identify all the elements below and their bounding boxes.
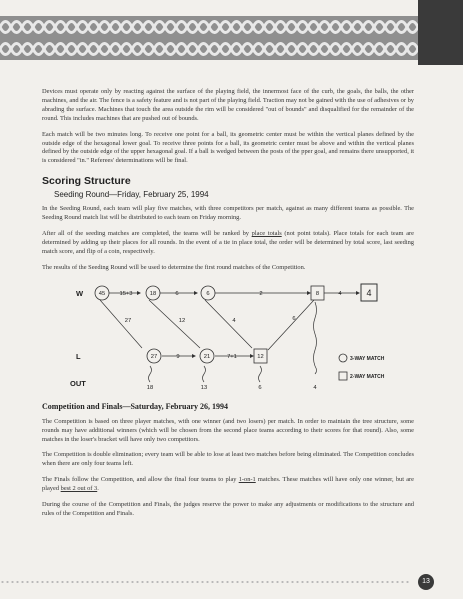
seeding-paragraph-1: In the Seeding Round, each team will play five matches, with three competitors per match, against as many different teams as possible. The Seeding Round match list will be distributed to each team on Friday morning. — [42, 205, 414, 222]
drop-2 — [149, 300, 200, 348]
legend-square-label: 2-WAY MATCH — [350, 373, 385, 380]
drop-3 — [205, 300, 252, 348]
l-node-2-label: 21 — [203, 353, 211, 360]
seeding-round-heading: Seeding Round—Friday, February 25, 1994 — [54, 190, 209, 200]
out-value-1: 18 — [146, 384, 154, 390]
seeding-p2-text-a: After all of the seeding matches are completed, the teams will be ranked by — [42, 230, 252, 238]
one-on-one-underlined: 1-on-1 — [238, 476, 256, 484]
w-arrow-2 — [194, 291, 198, 295]
row-label-out: OUT — [70, 378, 86, 388]
finals-paragraph-2: The Competition is double elimination; every team will be able to lose at least two matches before being eliminated. The Competition concludes when there are only four teams left. — [42, 451, 414, 468]
drop-1 — [100, 300, 142, 348]
out-value-2: 13 — [200, 384, 208, 390]
row-label-l: L — [76, 351, 81, 361]
l-edge-2-label: 7+1 — [227, 353, 237, 360]
drop-label-4: 6 — [292, 315, 296, 322]
seeding-p2-text-b: (not point totals). Place totals for each team are determined by adding up their places for all rounds. In the event of a tie in place total, the order will be determined by total score, last seeding match score, and flip of a coin, respectively. — [42, 230, 414, 255]
w-arrow-4 — [356, 291, 360, 295]
out-value-4: 4 — [313, 384, 317, 390]
drop-label-2: 12 — [178, 317, 186, 324]
l-node-1-label: 27 — [150, 353, 158, 360]
l-arrow-2 — [250, 354, 254, 358]
page-content — [42, 88, 414, 526]
scoring-structure-title: Scoring Structure — [42, 175, 131, 188]
seeding-paragraph-2 — [42, 230, 414, 257]
best-of-three-underlined: best 2 out of 3 — [60, 485, 98, 493]
w-edge-3-label: 2 — [259, 290, 263, 297]
w-node-4-label: 8 — [315, 290, 320, 297]
finals-p3-text-b: matches. These matches will have only one winner, but are played — [42, 476, 415, 493]
l-edge-1-label: 9 — [176, 353, 180, 360]
finals-paragraph-1: The Competition is based on three player matches, with one winner (and two losers) per match. In order to maintain the tree structure, some rounds may have additional winners (which will be chosen from the second place teams according to their scores for that round). Also, some matches in the loser's bracket will have only two competitors. — [42, 417, 414, 443]
seeding-paragraph-3: The results of the Seeding Round will be used to determine the first round matches of the Competition. — [42, 263, 306, 271]
w-arrow-1 — [137, 291, 141, 295]
finals-paragraph-4: During the course of the Competition and Finals, the judges reserve the power to make any adjustments or modifications to the structure and rules of the Competition and Finals. — [42, 501, 414, 517]
drop-label-1: 27 — [124, 317, 132, 324]
footer-dot-rule — [0, 580, 410, 584]
intro-paragraph-1: Devices must operate only by reacting against the surface of the playing field, the innermost face of the curb, the goals, the balls, the other machines, and the air. The fence is a safety feature and is not part of the playing field. Traction may not be gained with the use of adhesives or by abrading the surface. Machines that touch the area outside the rim will be considered "out of bounds" and disqualified for the remainder of the round. This includes machines that are pushed out of bounds. — [42, 88, 414, 122]
out-wave-1 — [149, 366, 152, 382]
page-number-badge: 13 — [418, 574, 434, 590]
w-arrow-3 — [307, 291, 311, 295]
w-edge-2-label: 6 — [175, 290, 179, 297]
w-edge-1-label: 15+3 — [119, 290, 133, 297]
out-wave-3 — [259, 366, 262, 382]
finals-paragraph-3 — [42, 476, 414, 494]
finals-p3-text-c: . — [97, 485, 99, 493]
drop-label-3: 4 — [232, 317, 236, 324]
legend-square-icon — [339, 372, 347, 380]
place-totals-underlined: place totals — [251, 230, 282, 238]
w-node-5-label: 4 — [366, 287, 372, 298]
out-wave-4 — [314, 302, 317, 374]
lattice-pattern — [0, 16, 418, 60]
row-label-w: W — [76, 288, 84, 298]
l-arrow-1 — [192, 354, 196, 358]
intro-paragraph-2: Each match will be two minutes long. To receive one point for a ball, its geometric center must be within the vertical planes defined by the outside edge of the hexagonal lower goal. To receive three points for a ball, its geometric center must be above and within the vertical planes defined by the outside edge of the upper hexagonal goal. If a ball is wedged between the posts of the pper goal, and remains there unsupported, it is considered "in." Referees' determinations will be final. — [42, 130, 414, 165]
bracket-diagram — [42, 280, 414, 390]
legend-circle-icon — [339, 354, 347, 362]
bracket-svg — [42, 280, 414, 390]
w-node-3-label: 6 — [206, 290, 210, 297]
competition-finals-heading: Competition and Finals—Saturday, February 26, 1994 — [42, 401, 229, 411]
out-value-3: 6 — [258, 384, 262, 390]
finals-p3-text-a: The Finals follow the Competition, and allow the final four teams to play — [42, 476, 239, 484]
legend-circle-label: 3-WAY MATCH — [350, 355, 385, 362]
out-wave-2 — [203, 366, 206, 382]
w-node-1-label: 45 — [98, 290, 106, 297]
corner-tab — [418, 0, 463, 65]
l-node-3-label: 12 — [257, 353, 264, 360]
header-lattice-band — [0, 16, 418, 60]
drop-4 — [268, 300, 314, 350]
w-node-2-label: 18 — [149, 290, 157, 297]
w-edge-4-label: 4 — [338, 290, 342, 297]
